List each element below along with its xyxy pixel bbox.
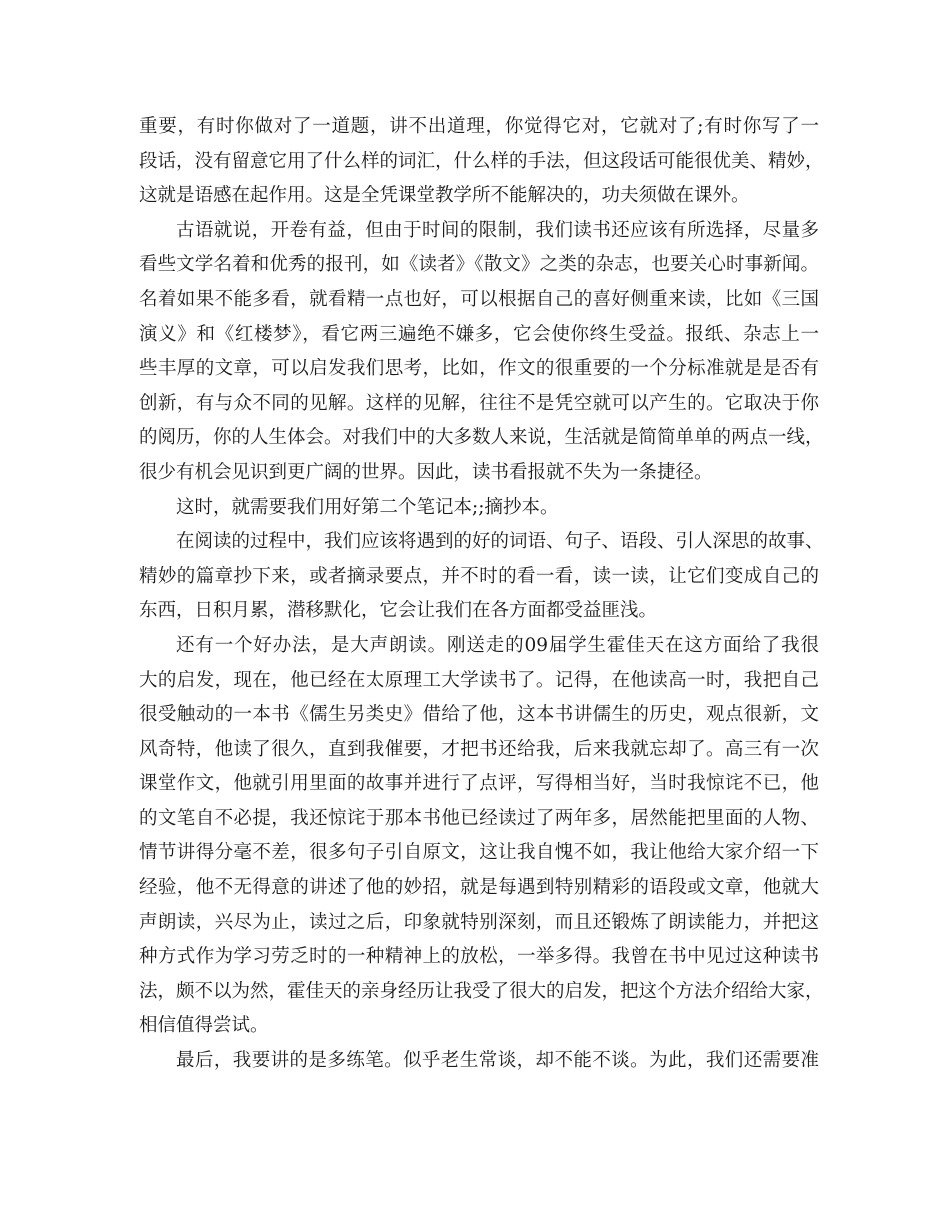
text-line: 这就是语感在起作用。这是全凭课堂教学所不能解决的，功夫须做在课外。 <box>139 185 750 207</box>
text-line: 东西，日积月累，潜移默化，它会让我们在各方面都受益匪浅。 <box>139 600 658 622</box>
paragraph <box>139 525 824 629</box>
paragraph <box>139 1044 819 1079</box>
document-page <box>139 110 824 1079</box>
paragraph <box>139 491 819 526</box>
text-line: 很受触动的一本书《儒生另类史》借给了他，这本书讲儒生的历史，观点很新，文 <box>139 704 819 726</box>
text-line: 法，颇不以为然，霍佳天的亲身经历让我受了很大的启发，把这个方法介绍给大家， <box>139 980 824 1002</box>
text-line: 精妙的篇章抄下来，或者摘录要点，并不时的看一看，读一读，让它们变成自己的 <box>139 565 819 587</box>
text-line: 课堂作文，他就引用里面的故事并进行了点评，写得相当好，当时我惊诧不已，他 <box>139 773 819 795</box>
text-line: 古语就说，开卷有益，但由于时间的限制，我们读书还应该有所选择，尽量多 <box>176 219 819 241</box>
paragraph <box>139 214 824 491</box>
paragraph <box>139 629 824 1044</box>
text-line: 些丰厚的文章，可以启发我们思考，比如，作文的很重要的一个分标准就是是否有 <box>139 358 819 380</box>
text-line: 经验，他不无得意的讲述了他的妙招，就是每遇到特别精彩的语段或文章，他就大 <box>139 877 819 899</box>
text-line: 创新，有与众不同的见解。这样的见解，往往不是凭空就可以产生的。它取决于你 <box>139 392 819 414</box>
text-line: 声朗读，兴尽为止，读过之后，印象就特别深刻，而且还锻炼了朗读能力，并把这 <box>139 911 819 933</box>
text-line: 相信值得尝试。 <box>139 1015 269 1037</box>
text-line: 还有一个好办法，是大声朗读。刚送走的09届学生霍佳天在这方面给了我很 <box>176 634 819 656</box>
text-line: 风奇特，他读了很久，直到我催要，才把书还给我，后来我就忘却了。高三有一次 <box>139 738 819 760</box>
text-line: 很少有机会见识到更广阔的世界。因此，读书看报就不失为一条捷径。 <box>139 461 713 483</box>
text-line: 在阅读的过程中，我们应该将遇到的好的词语、句子、语段、引人深思的故事、 <box>176 531 824 553</box>
text-line: 大的启发，现在，他已经在太原理工大学读书了。记得，在他读高一时，我把自己 <box>139 669 819 691</box>
text-line: 种方式作为学习劳乏时的一种精神上的放松，一举多得。我曾在书中见过这种读书 <box>139 946 819 968</box>
text-line: 的阅历，你的人生体会。对我们中的大多数人来说，生活就是简简单单的两点一线， <box>139 427 824 449</box>
text-line: 重要，有时你做对了一道题，讲不出道理，你觉得它对，它就对了;有时你写了一 <box>139 116 819 137</box>
text-line: 段话，没有留意它用了什么样的词汇，什么样的手法，但这段话可能很优美、精妙， <box>139 150 824 172</box>
text-line: 最后，我要讲的是多练笔。似乎老生常谈，却不能不谈。为此，我们还需要准 <box>176 1050 819 1072</box>
text-line: 的文笔自不必提，我还惊诧于那本书他已经读过了两年多，居然能把里面的人物、 <box>139 807 819 829</box>
text-line: 看些文学名着和优秀的报刊，如《读者》《散文》之类的杂志，也要关心时事新闻。 <box>139 254 819 276</box>
text-line: 情节讲得分毫不差，很多句子引自原文，这让我自愧不如，我让他给大家介绍一下 <box>139 842 819 864</box>
paragraph <box>139 110 824 214</box>
text-line: 名着如果不能多看，就看精一点也好，可以根据自己的喜好侧重来读，比如《三国 <box>139 288 819 310</box>
text-line: 这时，就需要我们用好第二个笔记本;;摘抄本。 <box>176 496 559 518</box>
text-line: 演义》和《红楼梦》，看它两三遍绝不嫌多，它会使你终生受益。报纸、杂志上一 <box>139 323 819 345</box>
